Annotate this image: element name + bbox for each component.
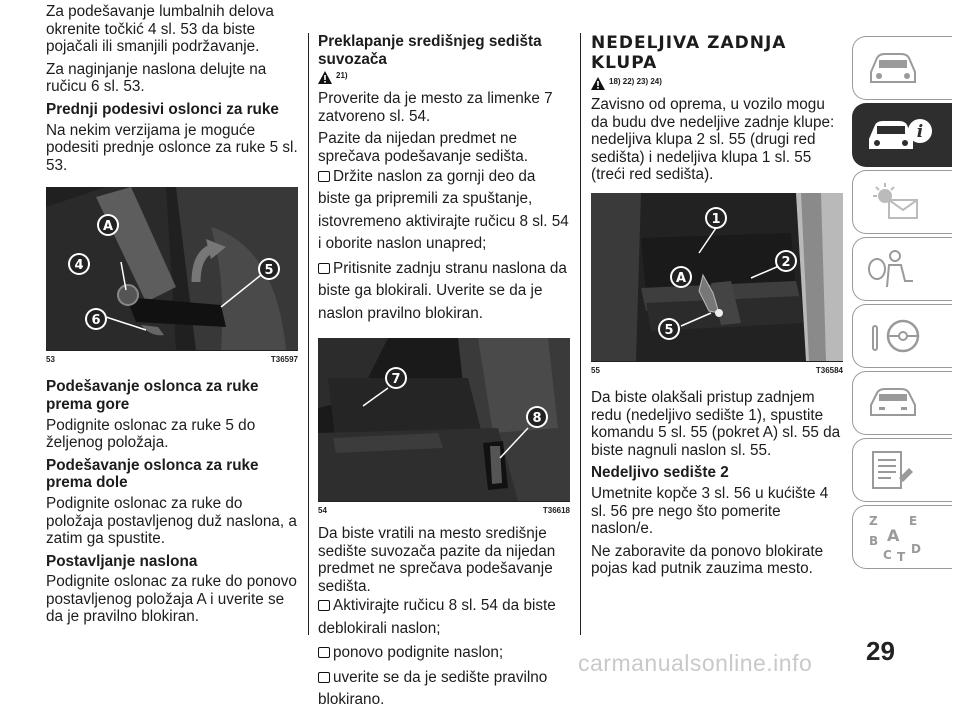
- checkbox-bullet-icon: [318, 672, 330, 683]
- figure-54-code: T36618: [542, 506, 570, 516]
- figure-55-number: 55: [591, 365, 600, 375]
- bullet-activate-lever-text: Aktivirajte ručicu 8 sl. 54 da biste deblokirali naslon;: [318, 597, 556, 637]
- heading-armrest-down: Podešavanje oslonca za ruke prema dole: [46, 456, 259, 492]
- column-divider-2: [580, 33, 581, 635]
- figure-54-caption: [318, 501, 570, 515]
- bullet-hold-backrest-text: Držite naslon za gornji deo da biste ga pripremili za spuštanje, istovremeno aktivirajte ručicu 8 sl. 54 i oborite naslon unapred;: [318, 167, 569, 253]
- heading-backrest-position: Postavljanje naslona: [46, 552, 198, 570]
- bullet-hold-backrest: [318, 166, 570, 256]
- car-info-icon: [865, 113, 935, 157]
- checkbox-bullet-icon: [318, 600, 330, 611]
- paragraph-bench-options: Zavisno od oprema, u vozilo mogu da budu dve nedeljive zadnje klupe: nedeljiva klupa 2 sl. 55 (drugi red sedišta) i nedeljiva klupa 1 sl. 55 (treći red sedišta).: [591, 96, 835, 184]
- callout-A: [670, 266, 692, 288]
- figure-53-image: [46, 187, 298, 350]
- paragraph-no-obstruction: Pazite da nijedan predmet ne sprečava podešavanje sedišta.: [318, 130, 529, 165]
- callout-A: [97, 214, 119, 236]
- column-right: [591, 0, 843, 583]
- car-service-icon: [865, 381, 925, 425]
- svg-text:A: A: [102, 219, 114, 235]
- bullet-push-backrest-text: Pritisnite zadnju stranu naslona da biste ga blokirali. Uverite se da je naslon pravilno blokiran.: [318, 259, 567, 322]
- callout-5: [258, 258, 280, 280]
- figure-55-code: T36584: [815, 365, 843, 375]
- callout-8: [526, 406, 548, 428]
- car-front-icon: [865, 48, 921, 88]
- figure-53-code: T36597: [270, 355, 298, 365]
- warning-reference-text: 18) 22) 23) 24): [609, 77, 662, 86]
- warning-icon: [591, 77, 605, 90]
- svg-text:5: 5: [664, 322, 674, 338]
- steering-wheel-icon: [865, 314, 925, 358]
- heading-armrests: Prednji podesivi oslonci za ruke: [46, 100, 279, 118]
- warning-reference: [591, 77, 843, 90]
- svg-text:2: 2: [781, 254, 791, 270]
- tab-specifications[interactable]: [852, 438, 952, 502]
- svg-text:i: i: [916, 122, 924, 142]
- tab-car-info[interactable]: [852, 103, 952, 167]
- paragraph-can-holder: Proverite da je mesto za limenke 7 zatvoreno sl. 54.: [318, 90, 553, 125]
- paragraph-backrest-position: Podignite oslonac za ruke do ponovo postavljenog položaja A i uverite se da je pravilno blokiran.: [46, 573, 297, 626]
- paragraph-reminder: Ne zaboravite da ponovo blokirate pojas kad putnik zauzima mesto.: [591, 542, 824, 578]
- bullet-check-locked: [318, 667, 570, 712]
- specifications-list-icon: [865, 448, 921, 492]
- figure-54-number: 54: [318, 506, 327, 516]
- paragraph-armrest-down: Podignite oslonac za ruke do položaja postavljenog duž naslona, a zatim ga spustite.: [46, 494, 297, 548]
- index-letter: D: [911, 542, 921, 556]
- figure-54: [318, 338, 570, 515]
- figure-53-number: 53: [46, 355, 55, 365]
- figure-55-caption: [591, 361, 843, 375]
- callout-2: [775, 250, 797, 272]
- callout-5: [658, 318, 680, 340]
- tab-dashboard-lights[interactable]: [852, 170, 952, 234]
- paragraph-backrest-lever: Za naginjanje naslona delujte na ručicu 6 sl. 53.: [46, 60, 267, 96]
- checkbox-bullet-icon: [318, 263, 330, 274]
- index-letter: E: [909, 514, 918, 528]
- index-letter: B: [869, 534, 879, 548]
- index-letter: C: [883, 548, 892, 562]
- callout-6: [85, 308, 107, 330]
- watermark: carmanualsonline.info: [578, 650, 813, 676]
- svg-text:A: A: [675, 270, 687, 286]
- paragraph-easy-access: Da biste olakšali pristup zadnjem redu (nedeljivo sedište 1), spustite komandu 5 sl. 55 (pokret A) sl. 55 da biste nagnuli naslon sl. 55.: [591, 388, 841, 459]
- chapter-tabs: [852, 36, 960, 572]
- page-number: 29: [866, 636, 895, 666]
- alphabetical-index-icon: [865, 511, 925, 563]
- tab-starting-driving[interactable]: [852, 304, 952, 368]
- dashboard-lights-icon: [865, 180, 925, 224]
- bullet-activate-lever: [318, 595, 570, 640]
- svg-text:1: 1: [711, 211, 721, 227]
- section-title: NEDELJIVA ZADNJA KLUPA: [591, 33, 787, 73]
- warning-reference-text: 21): [336, 71, 348, 81]
- callout-7: [385, 367, 407, 389]
- callout-4: [68, 253, 90, 275]
- column-divider-1: [308, 33, 309, 635]
- checkbox-bullet-icon: [318, 171, 330, 182]
- heading-fold-center-seat: Preklapanje središnjeg sedišta suvozača: [318, 33, 542, 68]
- column-middle: [318, 0, 570, 714]
- checkbox-bullet-icon: [318, 647, 330, 658]
- tab-get-to-know[interactable]: [852, 36, 952, 100]
- paragraph-lumbar: Za podešavanje lumbalnih delova okrenite točkić 4 sl. 53 da biste pojačali ili smanjili podržavanje.: [46, 3, 274, 56]
- callout-1: [705, 207, 727, 229]
- figure-55-image: [591, 193, 843, 361]
- figure-53: [46, 187, 298, 364]
- airbag-person-icon: [865, 247, 921, 291]
- svg-text:4: 4: [74, 258, 84, 274]
- paragraph-armrests: Na nekim verzijama je moguće podesiti prednje oslonce za ruke 5 sl. 53.: [46, 121, 298, 174]
- paragraph-armrest-up: Podignite oslonac za ruke 5 do željenog položaja.: [46, 416, 256, 452]
- index-letter: Z: [869, 514, 878, 528]
- paragraph-return-seat: Da biste vratili na mesto središnje sedište suvozača pazite da nijedan predmet ne sprečava podešavanje sedišta.: [318, 525, 556, 595]
- index-letter: A: [887, 526, 900, 545]
- bullet-check-locked-text: uverite se da je sedište pravilno blokirano.: [318, 668, 548, 709]
- bullet-lift-backrest-text: ponovo podignite naslon;: [333, 644, 504, 662]
- column-left: [46, 0, 298, 631]
- tab-emergency[interactable]: [852, 371, 952, 435]
- figure-54-image: [318, 338, 570, 501]
- svg-text:7: 7: [391, 372, 401, 388]
- index-letter: T: [897, 550, 906, 563]
- bullet-lift-backrest: [318, 642, 570, 665]
- svg-text:8: 8: [532, 411, 542, 427]
- svg-text:5: 5: [264, 263, 274, 279]
- tab-index[interactable]: [852, 505, 952, 569]
- paragraph-buckles: Umetnite kopče 3 sl. 56 u kućište 4 sl. 56 pre nego što pomerite naslon/e.: [591, 484, 829, 538]
- figure-53-caption: [46, 350, 298, 364]
- heading-armrest-up: Podešavanje oslonca za ruke prema gore: [46, 378, 259, 413]
- warning-reference: [318, 71, 570, 84]
- warning-icon: [318, 71, 332, 84]
- tab-safety[interactable]: [852, 237, 952, 301]
- figure-55: [591, 193, 843, 375]
- bullet-push-backrest: [318, 258, 570, 326]
- heading-seat-2: Nedeljivo sedište 2: [591, 464, 729, 482]
- svg-text:6: 6: [91, 313, 101, 329]
